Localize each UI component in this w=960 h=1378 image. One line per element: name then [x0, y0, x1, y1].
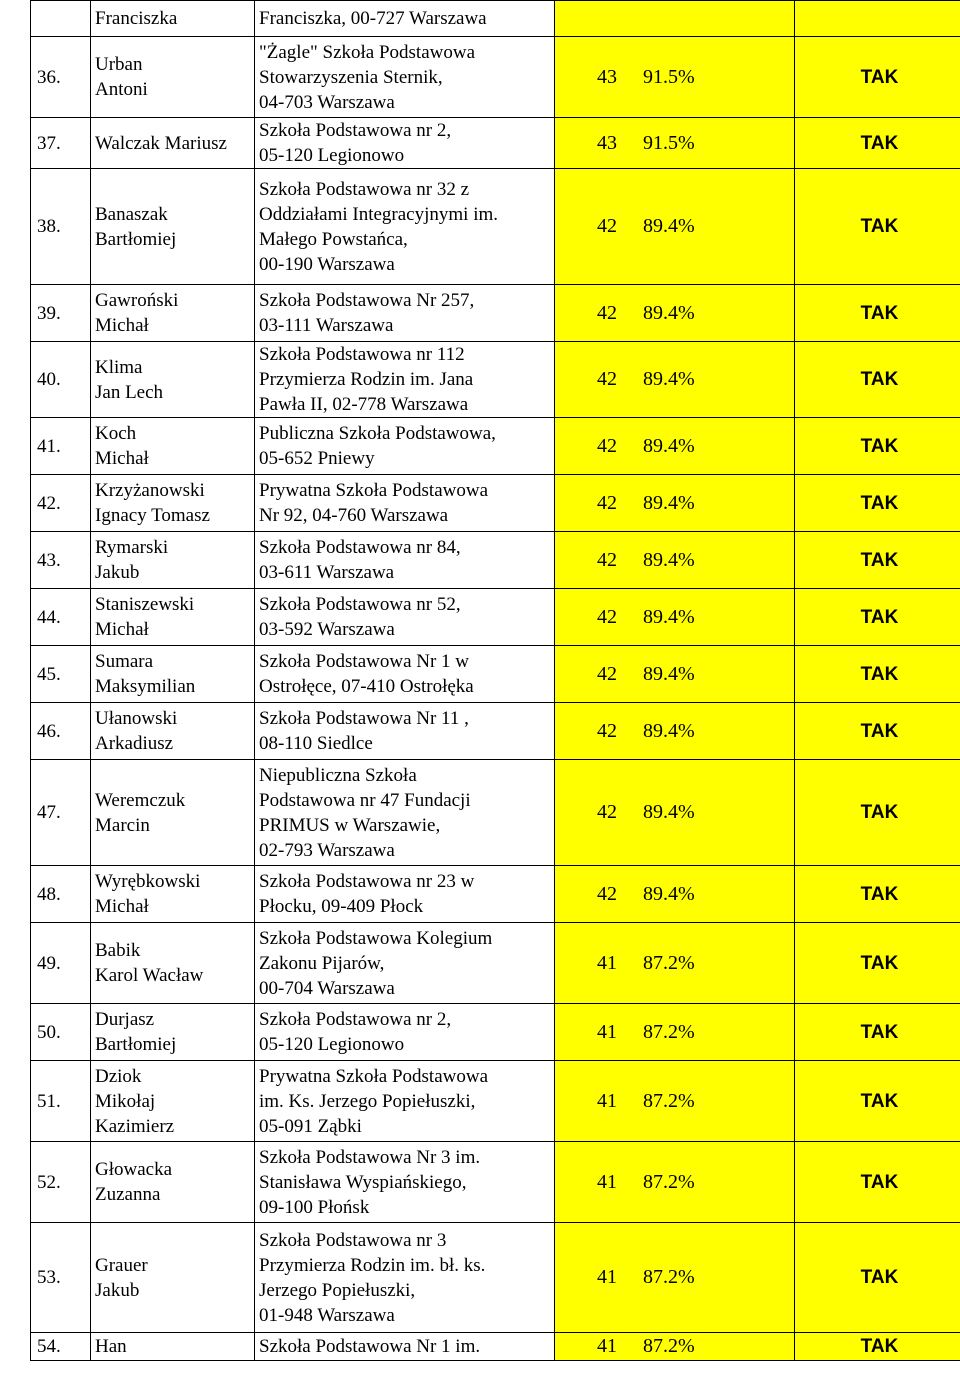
school-address-line: 01-948 Warszawa: [259, 1304, 395, 1326]
student-name: [91, 418, 255, 475]
student-name-line: Bartłomiej: [95, 1034, 177, 1055]
school-address-line: Płocku, 09-409 Płock: [259, 896, 424, 917]
results-table-body: [31, 1, 960, 1361]
student-name-line: Grauer: [95, 1254, 148, 1276]
school-address-line: Szkoła Podstawowa Nr 3 im.: [259, 1146, 481, 1168]
result-cell: TAK: [795, 169, 960, 285]
school-address-line: 00-190 Warszawa: [259, 253, 395, 275]
school-address: [255, 589, 555, 646]
school-address: [255, 646, 555, 703]
table-row: [31, 118, 960, 169]
student-name-line: Kazimierz: [95, 1115, 175, 1137]
table-row: [31, 532, 960, 589]
student-name-line: Klima: [95, 356, 143, 378]
school-address: [255, 923, 555, 1004]
results-table: [30, 0, 960, 1361]
table-row: [31, 1223, 960, 1333]
school-address: Franciszka, 00-727 Warszawa: [255, 1, 555, 37]
points-value: 42: [597, 434, 617, 457]
school-address-line: Ostrołęce, 07-410 Ostrołęka: [259, 676, 474, 697]
score-cell: [555, 1, 795, 37]
score-cell: [555, 285, 795, 342]
table-row-partial: [31, 1, 960, 37]
row-number: 40.: [31, 342, 91, 418]
student-name: [91, 1142, 255, 1223]
student-name-line: Weremczuk: [95, 789, 186, 811]
student-name: [91, 703, 255, 760]
student-name-line: Banaszak: [95, 203, 168, 225]
student-name: [91, 1333, 255, 1361]
row-number: 51.: [31, 1061, 91, 1142]
row-number: 36.: [31, 37, 91, 118]
percent-value: 87.2%: [643, 1089, 695, 1112]
school-address-line: im. Ks. Jerzego Popiełuszki,: [259, 1090, 476, 1112]
student-name-line: Antoni: [95, 79, 148, 100]
school-address: [255, 1223, 555, 1333]
score-cell: [555, 589, 795, 646]
student-name: [91, 760, 255, 866]
percent-value: 89.4%: [643, 801, 695, 823]
school-address-line: 05-120 Legionowo: [259, 145, 405, 166]
student-name-line: Michał: [95, 448, 149, 469]
result-cell: TAK: [795, 1142, 960, 1223]
school-address-line: Szkoła Podstawowa nr 52,: [259, 594, 461, 615]
points-value: 42: [597, 719, 617, 742]
table-row: [31, 589, 960, 646]
table-row: [31, 169, 960, 285]
student-name: [91, 285, 255, 342]
score-cell: [555, 646, 795, 703]
points-value: 42: [597, 801, 617, 823]
table-row: [31, 37, 960, 118]
school-address: [255, 418, 555, 475]
student-name-line: Rymarski: [95, 537, 169, 558]
student-name-line: Karol Wacław: [95, 965, 204, 986]
school-address-line: Szkoła Podstawowa nr 3: [259, 1229, 447, 1251]
school-address-line: Szkoła Podstawowa Nr 11 ,: [259, 708, 469, 729]
points-value: 43: [597, 131, 617, 154]
school-address-line: Podstawowa nr 47 Fundacji: [259, 789, 471, 811]
student-name: Franciszka: [91, 1, 255, 37]
school-address-line: 09-100 Płońsk: [259, 1196, 370, 1218]
score-cell: [555, 418, 795, 475]
percent-value: 87.2%: [643, 1020, 695, 1043]
percent-value: 87.2%: [643, 1170, 695, 1193]
student-name-line: Marcin: [95, 814, 150, 836]
percent-value: 89.4%: [643, 368, 695, 390]
score-cell: [555, 923, 795, 1004]
points-value: 42: [597, 301, 617, 324]
school-address-line: Szkoła Podstawowa nr 2,: [259, 120, 452, 141]
student-name: [91, 118, 255, 169]
school-address-line: 00-704 Warszawa: [259, 977, 395, 999]
student-name-line: Walczak Mariusz: [95, 132, 227, 154]
table-row: [31, 866, 960, 923]
table-row: [31, 760, 960, 866]
percent-value: 89.4%: [643, 215, 695, 237]
score-cell: [555, 1004, 795, 1061]
student-name-line: Michał: [95, 619, 149, 640]
table-row: [31, 285, 960, 342]
school-address-line: Prywatna Szkoła Podstawowa: [259, 480, 489, 501]
row-number: 45.: [31, 646, 91, 703]
score-cell: [555, 1061, 795, 1142]
score-cell: [555, 342, 795, 418]
school-address-line: Szkoła Podstawowa nr 2,: [259, 1009, 452, 1030]
points-value: 43: [597, 65, 617, 88]
row-number: 50.: [31, 1004, 91, 1061]
percent-value: 89.4%: [643, 719, 695, 742]
result-cell: TAK: [795, 118, 960, 169]
score-cell: [555, 118, 795, 169]
student-name-line: Ułanowski: [95, 708, 178, 729]
points-value: 41: [597, 1335, 617, 1357]
student-name-line: Ignacy Tomasz: [95, 505, 210, 526]
points-value: 42: [597, 548, 617, 571]
school-address-line: 05-091 Ząbki: [259, 1115, 362, 1137]
score-cell: [555, 532, 795, 589]
school-address-line: "Żagle" Szkoła Podstawowa: [259, 41, 476, 63]
school-address-line: Szkoła Podstawowa Kolegium: [259, 927, 493, 949]
school-address: [255, 1061, 555, 1142]
school-address: [255, 169, 555, 285]
school-address-line: Przymierza Rodzin im. Jana: [259, 369, 474, 390]
result-cell: TAK: [795, 285, 960, 342]
school-address-line: Jerzego Popiełuszki,: [259, 1279, 416, 1301]
result-cell: TAK: [795, 923, 960, 1004]
school-address: [255, 532, 555, 589]
result-cell: TAK: [795, 1223, 960, 1333]
points-value: 41: [597, 1020, 617, 1043]
school-address: [255, 118, 555, 169]
result-cell: TAK: [795, 760, 960, 866]
student-name: [91, 169, 255, 285]
points-value: 41: [597, 1089, 617, 1112]
school-address: [255, 1333, 555, 1361]
student-name-line: Gawroński: [95, 290, 179, 311]
student-name: [91, 37, 255, 118]
student-name: [91, 532, 255, 589]
result-cell: TAK: [795, 1004, 960, 1061]
row-number: 44.: [31, 589, 91, 646]
student-name-line: Maksymilian: [95, 676, 196, 697]
points-value: 42: [597, 882, 617, 905]
student-name-line: Michał: [95, 896, 149, 917]
school-address-line: 03-611 Warszawa: [259, 562, 395, 583]
student-name-line: Sumara: [95, 651, 154, 672]
school-address: [255, 37, 555, 118]
student-name-line: Wyrębkowski: [95, 871, 201, 892]
score-cell: [555, 1142, 795, 1223]
school-address-line: Nr 92, 04-760 Warszawa: [259, 505, 449, 526]
result-cell: TAK: [795, 532, 960, 589]
row-number: 49.: [31, 923, 91, 1004]
school-address-line: Szkoła Podstawowa nr 84,: [259, 537, 461, 558]
row-number: 47.: [31, 760, 91, 866]
student-name-line: Jakub: [95, 562, 140, 583]
school-address-line: Publiczna Szkoła Podstawowa,: [259, 423, 496, 444]
percent-value: 87.2%: [643, 1266, 695, 1288]
school-address-line: Szkoła Podstawowa Nr 257,: [259, 290, 475, 311]
school-address: [255, 760, 555, 866]
student-name-line: Mikołaj: [95, 1090, 156, 1112]
percent-value: 89.4%: [643, 491, 695, 514]
row-number: 42.: [31, 475, 91, 532]
student-name-line: Han: [95, 1336, 127, 1357]
result-cell: TAK: [795, 418, 960, 475]
school-address-line: Szkoła Podstawowa nr 32 z: [259, 178, 470, 200]
school-address-line: Oddziałami Integracyjnymi im.: [259, 203, 499, 225]
student-name-line: Michał: [95, 315, 149, 336]
percent-value: 89.4%: [643, 662, 695, 685]
student-name-line: Durjasz: [95, 1009, 155, 1030]
school-address-line: Szkoła Podstawowa Nr 1 w: [259, 651, 470, 672]
table-row: [31, 475, 960, 532]
result-cell: [795, 1, 960, 37]
result-cell: TAK: [795, 37, 960, 118]
school-address-line: 02-793 Warszawa: [259, 839, 395, 861]
student-name-line: Jakub: [95, 1279, 140, 1301]
table-row: [31, 1333, 960, 1361]
student-name: [91, 646, 255, 703]
result-cell: TAK: [795, 1061, 960, 1142]
row-number: 39.: [31, 285, 91, 342]
school-address-line: Stanisława Wyspiańskiego,: [259, 1171, 467, 1193]
row-number: 52.: [31, 1142, 91, 1223]
student-name-line: Jan Lech: [95, 381, 164, 403]
points-value: 42: [597, 662, 617, 685]
score-cell: [555, 169, 795, 285]
score-cell: [555, 866, 795, 923]
score-cell: [555, 1223, 795, 1333]
percent-value: 89.4%: [643, 434, 695, 457]
percent-value: 91.5%: [643, 65, 695, 88]
result-cell: TAK: [795, 703, 960, 760]
result-cell: TAK: [795, 1333, 960, 1361]
student-name: [91, 1004, 255, 1061]
school-address: [255, 475, 555, 532]
school-address-line: 03-111 Warszawa: [259, 315, 394, 336]
result-cell: TAK: [795, 475, 960, 532]
school-address: [255, 285, 555, 342]
row-number: 53.: [31, 1223, 91, 1333]
student-name-line: Urban: [95, 54, 143, 75]
school-address: [255, 1142, 555, 1223]
school-address-line: PRIMUS w Warszawie,: [259, 814, 441, 836]
percent-value: 89.4%: [643, 548, 695, 571]
school-address-line: Prywatna Szkoła Podstawowa: [259, 1065, 489, 1087]
school-address: [255, 342, 555, 418]
row-number: 41.: [31, 418, 91, 475]
score-cell: [555, 475, 795, 532]
student-name: [91, 475, 255, 532]
table-row: [31, 703, 960, 760]
student-name-line: Zuzanna: [95, 1184, 161, 1205]
school-address-line: Szkoła Podstawowa nr 112: [259, 344, 465, 365]
percent-value: 89.4%: [643, 882, 695, 905]
student-name: [91, 1223, 255, 1333]
student-name: [91, 923, 255, 1004]
school-address: [255, 866, 555, 923]
row-number: 54.: [31, 1333, 91, 1361]
school-address-line: Stowarzyszenia Sternik,: [259, 66, 443, 88]
table-row: [31, 342, 960, 418]
row-number: [31, 1, 91, 37]
table-row: [31, 646, 960, 703]
points-value: 42: [597, 491, 617, 514]
school-address-line: Przymierza Rodzin im. bł. ks.: [259, 1254, 486, 1276]
school-address-line: Małego Powstańca,: [259, 228, 408, 250]
row-number: 46.: [31, 703, 91, 760]
school-address-line: Szkoła Podstawowa Nr 1 im.: [259, 1336, 481, 1357]
score-cell: [555, 37, 795, 118]
school-address-line: Niepubliczna Szkoła: [259, 764, 417, 786]
table-row: [31, 923, 960, 1004]
student-name-line: Koch: [95, 423, 137, 444]
school-address: [255, 703, 555, 760]
school-address-line: Szkoła Podstawowa nr 23 w: [259, 871, 475, 892]
table-row: [31, 1004, 960, 1061]
row-number: 37.: [31, 118, 91, 169]
row-number: 38.: [31, 169, 91, 285]
points-value: 41: [597, 1170, 617, 1193]
student-name: [91, 342, 255, 418]
student-name-line: Krzyżanowski: [95, 480, 205, 501]
result-cell: TAK: [795, 589, 960, 646]
student-name-line: Babik: [95, 940, 141, 961]
student-name-line: Arkadiusz: [95, 733, 174, 754]
student-name-line: Dziok: [95, 1065, 142, 1087]
percent-value: 89.4%: [643, 605, 695, 628]
result-cell: TAK: [795, 866, 960, 923]
score-cell: [555, 1333, 795, 1361]
student-name-line: Bartłomiej: [95, 228, 177, 250]
student-name: [91, 589, 255, 646]
percent-value: 87.2%: [643, 1335, 695, 1357]
percent-value: 89.4%: [643, 301, 695, 324]
points-value: 42: [597, 605, 617, 628]
school-address-line: 04-703 Warszawa: [259, 91, 395, 113]
student-name-line: Głowacka: [95, 1159, 173, 1180]
result-cell: TAK: [795, 646, 960, 703]
school-address-line: 05-120 Legionowo: [259, 1034, 405, 1055]
percent-value: 87.2%: [643, 951, 695, 974]
points-value: 41: [597, 951, 617, 974]
percent-value: 91.5%: [643, 131, 695, 154]
table-row: [31, 1061, 960, 1142]
row-number: 43.: [31, 532, 91, 589]
school-address: [255, 1004, 555, 1061]
school-address-line: Zakonu Pijarów,: [259, 952, 385, 974]
points-value: 41: [597, 1266, 617, 1288]
school-address-line: 05-652 Pniewy: [259, 448, 375, 469]
school-address-line: 08-110 Siedlce: [259, 733, 373, 754]
result-cell: TAK: [795, 342, 960, 418]
student-name: [91, 866, 255, 923]
points-value: 42: [597, 368, 617, 390]
school-address-line: Pawła II, 02-778 Warszawa: [259, 394, 469, 415]
school-address-line: 03-592 Warszawa: [259, 619, 395, 640]
points-value: 42: [597, 215, 617, 237]
student-name: [91, 1061, 255, 1142]
row-number: 48.: [31, 866, 91, 923]
score-cell: [555, 760, 795, 866]
student-name-line: Staniszewski: [95, 594, 195, 615]
table-row: [31, 1142, 960, 1223]
table-row: [31, 418, 960, 475]
score-cell: [555, 703, 795, 760]
